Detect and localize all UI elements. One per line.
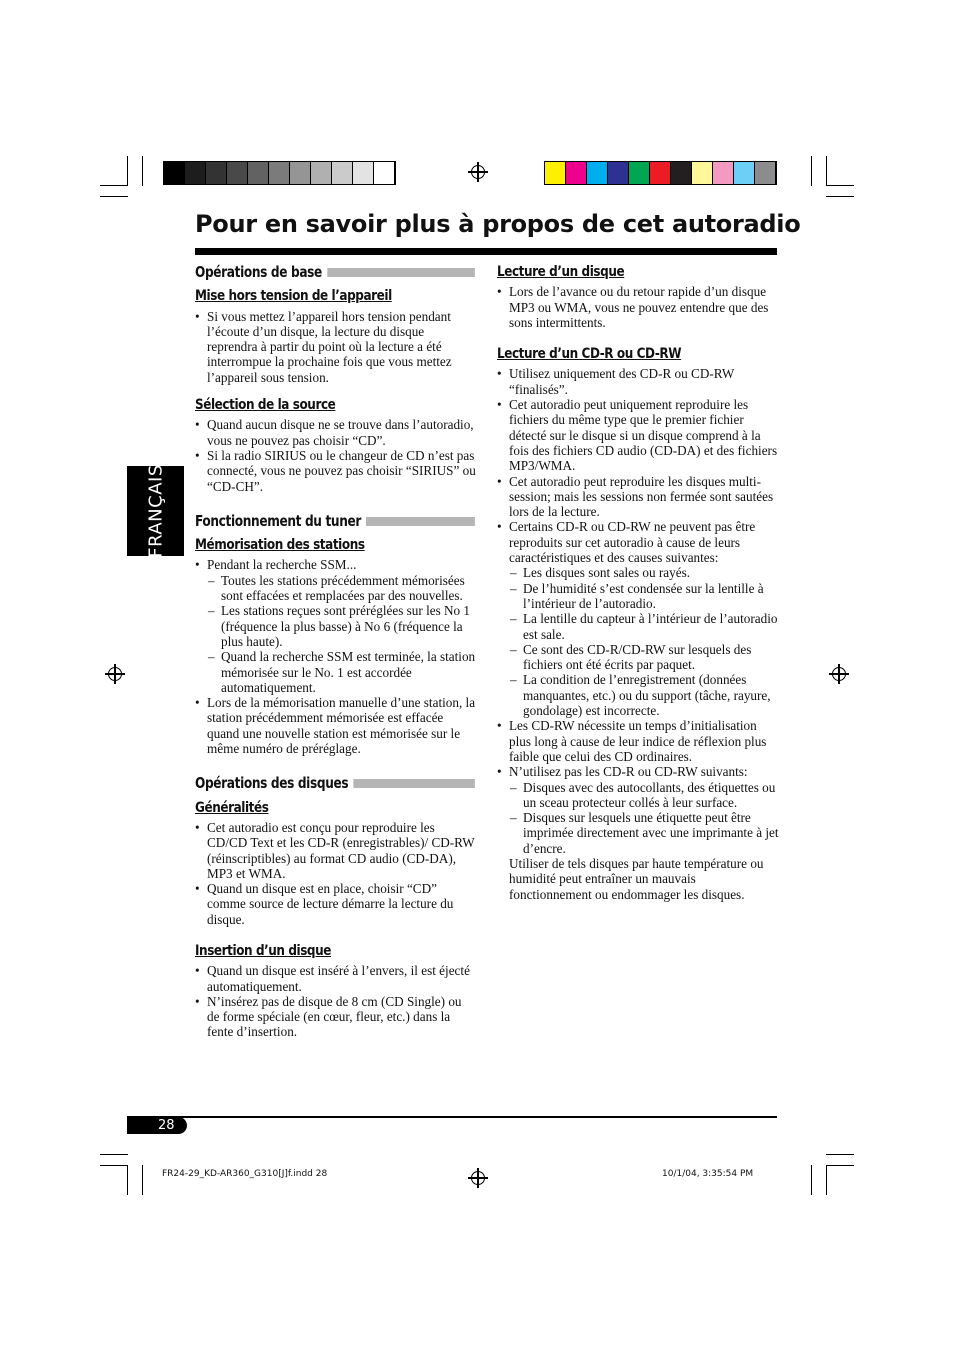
- list-item: – La condition de l’enregistrement (données manquantes, etc.) ou du support (tâche, rayure, gondolage) est incorrecte.: [497, 672, 779, 718]
- color-swatch: [353, 162, 374, 184]
- language-tab-label: FRANÇAIS: [145, 464, 166, 558]
- section-heading: [195, 511, 475, 530]
- list-item: – Quand la recherche SSM est terminée, la station mémorisée sur le No. 1 est accordée automatiquement.: [195, 649, 477, 695]
- list-item: • Si la radio SIRIUS ou le changeur de CD n’est pas connecté, vous ne pouvez pas choisir “SIRIUS” ou “CD-CH”.: [195, 448, 477, 494]
- color-swatch: [332, 162, 353, 184]
- list-item: • Quand aucun disque ne se trouve dans l’autoradio, vous ne pouvez pas choisir “CD”.: [195, 417, 477, 448]
- crop-mark: [127, 1165, 128, 1195]
- list-item: • Quand un disque est inséré à l’envers, il est éjecté automatiquement.: [195, 963, 477, 994]
- list-item: • Lors de la mémorisation manuelle d’une station, la station précédemment mémorisée est effacée quand une nouvelle station est mémorisée sur le même numéro de préréglage.: [195, 695, 477, 756]
- list-item: • Les CD-RW nécessite un temps d’initialisation plus long à cause de leur indice de réflexion plus faible que celui des CD ordinaires.: [497, 718, 779, 764]
- list-item: • Si vous mettez l’appareil hors tension pendant l’écoute d’un disque, la lecture du disque reprendra à partir du point où la lecture a été interrompue la prochaine fois que vous mettez l’appareil sous tension.: [195, 309, 477, 385]
- color-swatch: [671, 162, 692, 184]
- list-item: – La lentille du capteur à l’intérieur de l’autoradio est sale.: [497, 611, 779, 642]
- color-swatch: [545, 162, 566, 184]
- color-swatch: [650, 162, 671, 184]
- bullet-list: [195, 557, 477, 756]
- crop-mark: [826, 1165, 827, 1195]
- color-swatch: [608, 162, 629, 184]
- list-item: • N’insérez pas de disque de 8 cm (CD Single) ou de forme spéciale (en cœur, fleur, etc.) dans la fente d’insertion.: [195, 994, 477, 1040]
- list-item: – Toutes les stations précédemment mémorisées sont effacées et remplacées par des nouvelles.: [195, 573, 477, 604]
- crop-mark: [127, 156, 128, 186]
- color-swatch: [755, 162, 776, 184]
- registration-mark-icon: [471, 165, 485, 179]
- color-swatch: [374, 162, 395, 184]
- heading-bar: [366, 517, 474, 526]
- subheading: Mémorisation des stations: [195, 537, 365, 554]
- subheading: Sélection de la source: [195, 397, 336, 414]
- color-swatch: [566, 162, 587, 184]
- crop-mark: [826, 156, 827, 186]
- crop-mark: [811, 156, 812, 186]
- section-heading-text: Fonctionnement du tuner: [195, 511, 362, 530]
- list-item: – Ce sont des CD-R/CD-RW sur lesquels des fichiers ont été écrits par paquet.: [497, 642, 779, 673]
- registration-mark-icon: [832, 667, 846, 681]
- grayscale-color-bar: [163, 161, 396, 185]
- list-item: • Cet autoradio est conçu pour reproduire les CD/CD Text et les CD-R (enregistrables)/ CD-RW (réinscriptibles) au format CD audio (CD-DA), MP3 et WMA.: [195, 820, 477, 881]
- title-rule: [195, 248, 777, 255]
- crop-mark: [100, 1154, 128, 1155]
- crop-mark: [811, 1165, 812, 1195]
- crop-mark: [826, 1154, 854, 1155]
- footer-rule: [127, 1116, 777, 1118]
- list-item: • Lors de l’avance ou du retour rapide d’un disque MP3 ou WMA, vous ne pouvez entendre que des sons intermittents.: [497, 284, 779, 330]
- bullet-list: [195, 309, 477, 385]
- crop-mark: [100, 196, 128, 197]
- list-item: • N’utilisez pas les CD-R ou CD-RW suivants:: [497, 764, 779, 779]
- section-heading-text: Opérations de base: [195, 263, 322, 281]
- color-swatch: [227, 162, 248, 184]
- subheading: Lecture d’un disque: [497, 264, 625, 280]
- list-item: • Utilisez uniquement des CD-R ou CD-RW “finalisés”.: [497, 366, 779, 397]
- color-swatch: [248, 162, 269, 184]
- list-item: • Quand un disque est en place, choisir “CD” comme source de lecture démarre la lecture du disque.: [195, 881, 477, 927]
- color-swatch: [734, 162, 755, 184]
- subheading: Mise hors tension de l’appareil: [195, 288, 392, 305]
- crop-mark: [100, 1165, 128, 1166]
- bullet-list: [497, 366, 779, 856]
- color-swatch: [587, 162, 608, 184]
- paragraph: Utiliser de tels disques par haute température ou humidité peut entraîner un mauvais fonctionnement ou endommager les disques.: [509, 855, 764, 902]
- list-item: • Cet autoradio peut reproduire les disques multi-session; mais les sessions non fermée sont sautées lors de la lecture.: [497, 474, 779, 520]
- color-swatch: [311, 162, 332, 184]
- color-swatch: [164, 162, 185, 184]
- subheading: Généralités: [195, 799, 269, 816]
- color-swatch: [713, 162, 734, 184]
- crop-mark: [100, 185, 128, 186]
- list-item: – Les stations reçues sont préréglées sur les No 1 (fréquence la plus basse) à No 6 (fréquence la plus haute).: [195, 603, 477, 649]
- subheading: Lecture d’un CD-R ou CD-RW: [497, 346, 682, 363]
- language-tab: [127, 466, 184, 556]
- list-item: • Certains CD-R ou CD-RW ne peuvent pas être reproduits sur cet autoradio à cause de leurs caractéristiques et des causes suivantes:: [497, 519, 779, 565]
- color-swatch: [185, 162, 206, 184]
- heading-bar: [354, 779, 475, 788]
- process-color-bar: [544, 161, 777, 185]
- list-item: – Les disques sont sales ou rayés.: [497, 565, 779, 580]
- bullet-list: [195, 417, 477, 493]
- left-column: [195, 265, 477, 1040]
- color-swatch: [269, 162, 290, 184]
- color-swatch: [692, 162, 713, 184]
- list-item: • Cet autoradio peut uniquement reproduire les fichiers du même type que le premier fichier détecté sur le disque si un disque comprend à la fois des fichiers CD audio (CD-DA) et des fichiers MP3/WMA.: [497, 397, 779, 473]
- color-swatch: [290, 162, 311, 184]
- page-number: 28: [127, 1117, 187, 1134]
- section-heading: [195, 776, 475, 791]
- section-heading-text: Opérations des disques: [195, 774, 349, 793]
- footer-filename: FR24-29_KD-AR360_G310[J]f.indd 28: [162, 1169, 328, 1179]
- bullet-list: [195, 820, 477, 927]
- color-swatch: [206, 162, 227, 184]
- registration-mark-icon: [108, 667, 122, 681]
- page-title: Pour en savoir plus à propos de cet autoradio: [195, 210, 801, 238]
- crop-mark: [826, 1165, 854, 1166]
- crop-mark: [142, 156, 143, 186]
- right-column: [497, 265, 779, 902]
- crop-mark: [826, 185, 854, 186]
- list-item: – Disques avec des autocollants, des étiquettes ou un sceau protecteur collés à leur surface.: [497, 780, 779, 811]
- footer-timestamp: 10/1/04, 3:35:54 PM: [662, 1169, 754, 1179]
- list-item: – Disques sur lesquels une étiquette peut être imprimée directement avec une imprimante à jet d’encre.: [497, 810, 779, 856]
- list-item: • Pendant la recherche SSM...: [195, 557, 477, 572]
- crop-mark: [826, 196, 854, 197]
- crop-mark: [142, 1165, 143, 1195]
- bullet-list: [195, 963, 477, 1039]
- heading-bar: [327, 268, 475, 277]
- section-heading: [195, 265, 475, 280]
- bullet-list: [497, 284, 779, 330]
- registration-mark-icon: [471, 1171, 485, 1185]
- color-swatch: [629, 162, 650, 184]
- list-item: – De l’humidité s’est condensée sur la lentille à l’intérieur de l’autoradio.: [497, 581, 779, 612]
- subheading: Insertion d’un disque: [195, 942, 332, 959]
